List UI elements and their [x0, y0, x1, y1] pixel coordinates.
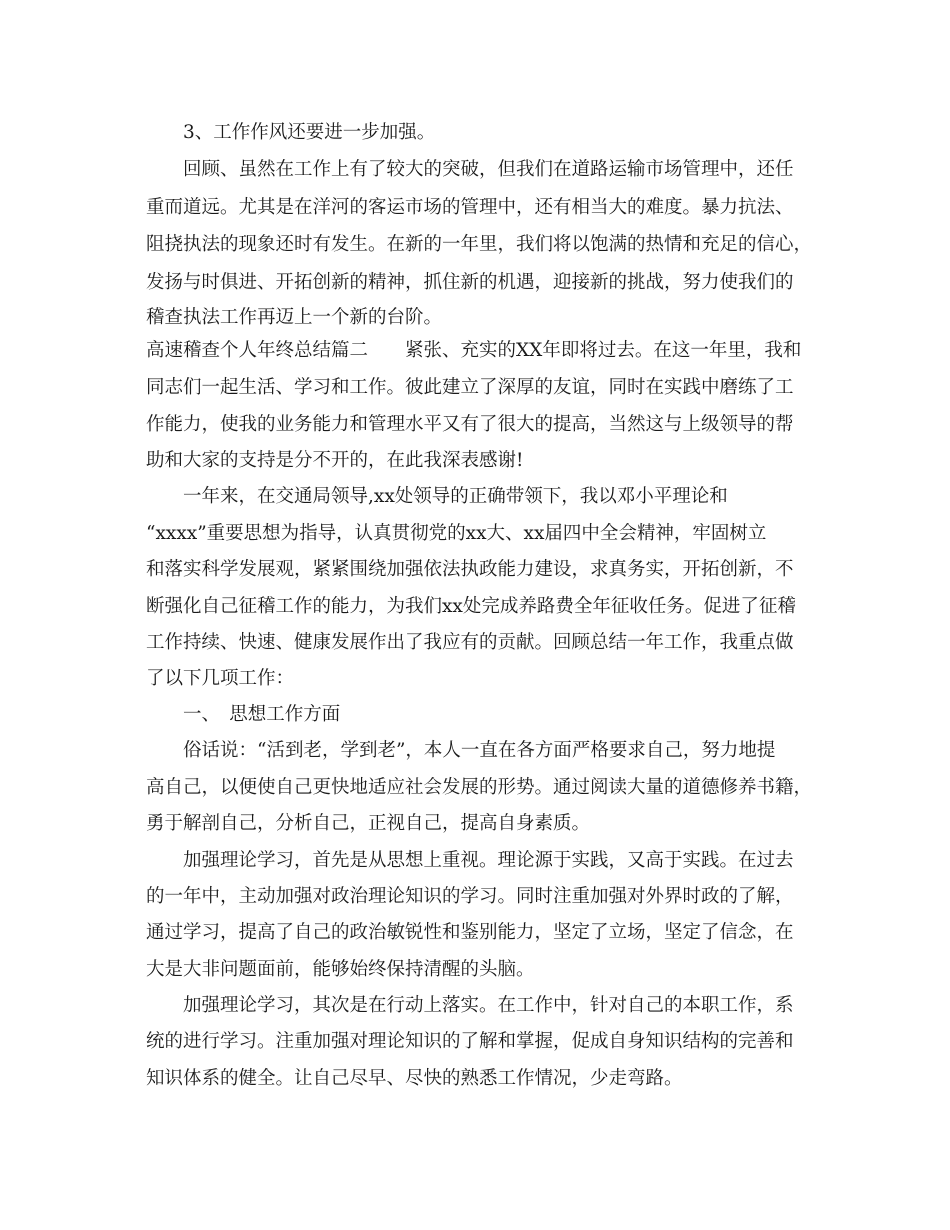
text-line: 同志们一起生活、学习和工作。彼此建立了深厚的友谊，同时在实践中磨练了工	[146, 377, 794, 398]
text-line: 一年来，在交通局领导,xx处领导的正确带领下，我以邓小平理论和	[183, 486, 728, 507]
text-line: 高速稽查个人年终总结篇二 紧张、充实的XX年即将过去。在这一年里，我和	[146, 340, 802, 361]
text-line: 统的进行学习。注重加强对理论知识的了解和掌握，促成自身知识结构的完善和	[146, 1031, 794, 1052]
text-line: “xxxx”重要思想为指导，认真贯彻党的xx大、xx届四中全会精神，牢固树立	[146, 523, 767, 544]
text-line: 的一年中，主动加强对政治理论知识的学习。同时注重加强对外界时政的了解，	[146, 886, 794, 907]
text-line: 回顾、虽然在工作上有了较大的突破，但我们在道路运输市场管理中，还任	[183, 159, 794, 180]
text-line: 稽查执法工作再迈上一个新的台阶。	[146, 307, 443, 328]
text-line: 3、工作作风还要进一步加强。	[183, 122, 436, 143]
text-line: 通过学习，提高了自己的政治敏锐性和鉴别能力，坚定了立场，坚定了信念，在	[146, 922, 794, 943]
text-line: 加强理论学习，首先是从思想上重视。理论源于实践，又高于实践。在过去	[183, 850, 794, 871]
text-line: 加强理论学习，其次是在行动上落实。在工作中，针对自己的本职工作，系	[183, 995, 794, 1016]
section-heading: 一、 思想工作方面	[183, 704, 341, 725]
text-line: 知识体系的健全。让自己尽早、尽快的熟悉工作情况，少走弯路。	[146, 1068, 683, 1089]
text-line: 俗话说：“活到老，学到老”，本人一直在各方面严格要求自己，努力地提	[183, 740, 776, 761]
text-line: 大是大非问题面前，能够始终保持清醒的头脑。	[146, 959, 535, 980]
text-line: 断强化自己征稽工作的能力，为我们xx处完成养路费全年征收任务。促进了征稽	[146, 596, 796, 617]
text-line: 了以下几项工作：	[146, 668, 295, 689]
text-line: 作能力，使我的业务能力和管理水平又有了很大的提高，当然这与上级领导的帮	[146, 414, 794, 435]
text-line: 重而道远。尤其是在洋河的客运市场的管理中，还有相当大的难度。暴力抗法、	[146, 197, 794, 218]
text-line: 和落实科学发展观，紧紧围绕加强依法执政能力建设，求真务实，开拓创新，不	[146, 559, 794, 580]
text-line: 发扬与时俱进、开拓创新的精神，抓住新的机遇，迎接新的挑战，努力使我们的	[146, 272, 794, 293]
text-line: 助和大家的支持是分不开的，在此我深表感谢!	[146, 450, 524, 471]
text-line: 阻挠执法的现象还时有发生。在新的一年里，我们将以饱满的热情和充足的信心，	[146, 234, 813, 255]
text-line: 高自己，以便使自己更快地适应社会发展的形势。通过阅读大量的道德修养书籍，	[146, 777, 813, 798]
text-line: 工作持续、快速、健康发展作出了我应有的贡献。回顾总结一年工作，我重点做	[146, 632, 794, 653]
text-line: 勇于解剖自己，分析自己，正视自己，提高自身素质。	[146, 813, 591, 834]
